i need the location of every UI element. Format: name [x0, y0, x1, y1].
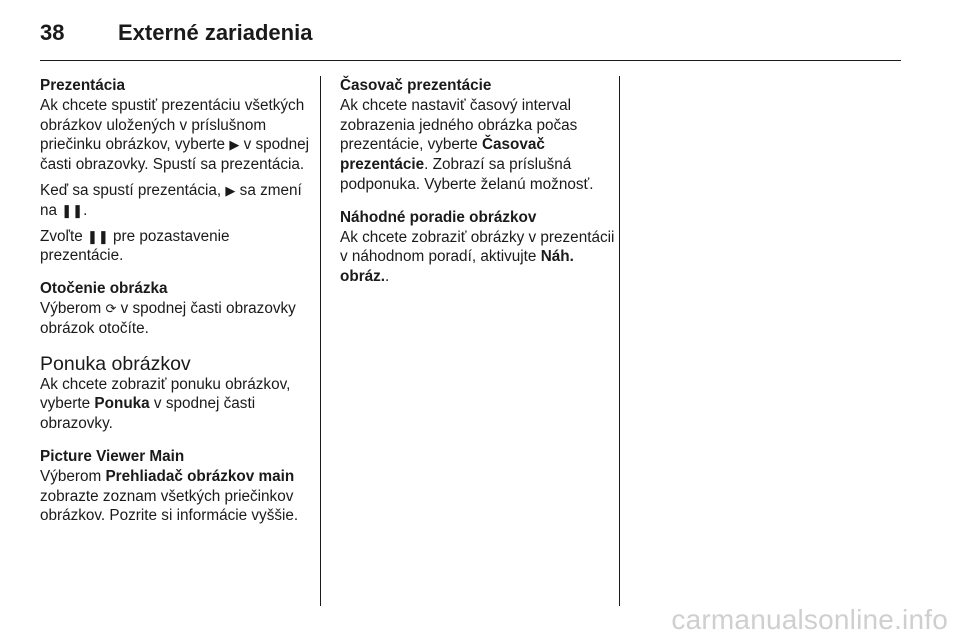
page-number: 38: [40, 20, 65, 45]
paragraph-picture-menu: Ak chcete zobraziť ponuku obrázkov, vyberte Ponuka v spodnej časti obrazovky.: [40, 375, 291, 433]
paragraph-slideshow-timer: Ak chcete nastaviť časový interval zobrazenia jedného obrázka počas prezentácie, vyberte Časovač prezentácie. Zobrazí sa príslušná podponuka. Vyberte želanú možnosť.: [340, 96, 594, 193]
pause-icon: ❚❚: [86, 228, 109, 244]
page-header: [40, 14, 900, 54]
section-title-picture-viewer-main: Picture Viewer Main: [40, 447, 185, 465]
header-rule: [40, 60, 901, 61]
pause-icon: ❚❚: [61, 202, 84, 218]
paragraph-shuffle: Ak chcete zobraziť obrázky v prezentácii v náhodnom poradí, aktivujte Náh. obráz..: [340, 228, 615, 286]
play-icon: ▶: [229, 137, 240, 153]
column-middle: [340, 76, 615, 287]
paragraph-slideshow-running: Keď sa spustí prezentácia, ▶ sa zmení na ❚❚.: [40, 181, 302, 219]
shuffle-term: Náh. obráz.: [340, 248, 574, 286]
section-title-shuffle: Náhodné poradie obrázkov: [340, 208, 537, 226]
paragraph-rotate: Výberom ⟳ v spodnej časti obrazovky obrázok otočíte.: [40, 299, 296, 337]
column-left: [40, 76, 312, 526]
column-divider-1: [320, 76, 321, 606]
section-title-rotate: Otočenie obrázka: [40, 280, 168, 298]
paragraph-slideshow-start: Ak chcete spustiť prezentáciu všetkých obrázkov uložených v príslušnom priečinku obrázkov, vyberte ▶ v spodnej časti obrazovky. Spustí sa prezentácia.: [40, 96, 310, 174]
section-title-picture-menu: Ponuka obrázkov: [40, 352, 191, 375]
menu-term: Ponuka: [94, 395, 150, 413]
play-icon: ▶: [225, 182, 236, 198]
watermark: carmanualsonline.info: [671, 604, 948, 635]
paragraph-picture-viewer-main: Výberom Prehliadač obrázkov main zobrazte zoznam všetkých priečinkov obrázkov. Pozrite si informácie vyššie.: [40, 467, 299, 525]
picture-viewer-main-term: Prehliadač obrázkov main: [105, 467, 295, 485]
column-divider-2: [619, 76, 620, 606]
section-title-slideshow-timer: Časovač prezentácie: [340, 77, 492, 94]
paragraph-slideshow-pause: Zvoľte ❚❚ pre pozastavenie prezentácie.: [40, 227, 230, 265]
rotate-icon: ⟳: [105, 300, 117, 316]
page-title: Externé zariadenia: [118, 20, 313, 45]
slideshow-timer-term: Časovač prezentácie: [340, 136, 545, 174]
section-title-slideshow: Prezentácia: [40, 77, 126, 94]
